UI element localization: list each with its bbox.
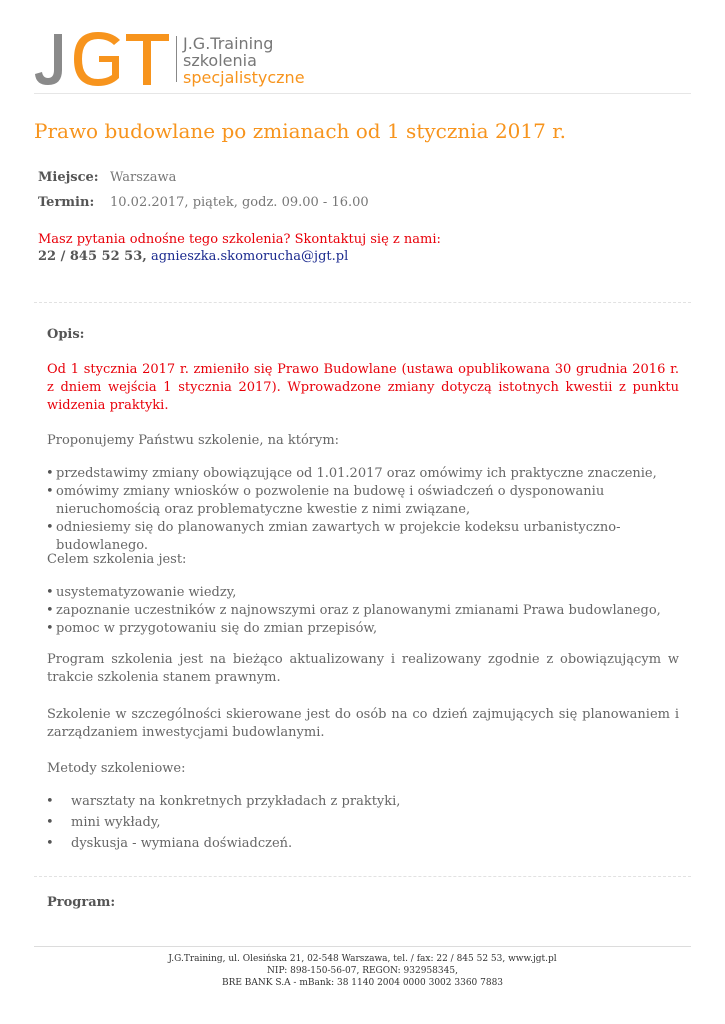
footer-tax-ids: NIP: 898-150-56-07, REGON: 932958345, bbox=[267, 966, 458, 976]
list-item: • warsztaty na konkretnych przykładach z praktyki, bbox=[47, 791, 679, 812]
logo-divider bbox=[176, 36, 177, 82]
list-item: • pomoc w przygotowaniu się do zmian przepisów, bbox=[47, 620, 679, 638]
jgt-logo-mark bbox=[34, 30, 169, 88]
methods-text: Metody szkoleniowe: bbox=[47, 761, 186, 776]
audience-text: Szkolenie w szczególności skierowane jest do osób na co dzień zajmujących się planowaniem i zarządzaniem inwestycjami budowlanymi. bbox=[47, 707, 679, 740]
contact-phone: 22 / 845 52 53, bbox=[38, 249, 147, 264]
page-title: Prawo budowlane po zmianach od 1 stycznia 2017 r. bbox=[34, 119, 566, 143]
logo-tagline-1: szkolenia bbox=[183, 51, 257, 70]
propose-text: Proponujemy Państwu szkolenie, na którym: bbox=[47, 433, 340, 448]
contact-line bbox=[38, 249, 348, 264]
logo-company-name: J.G.Training bbox=[183, 34, 274, 53]
list-item: • mini wykłady, bbox=[47, 812, 679, 833]
company-logo bbox=[34, 30, 305, 88]
footer bbox=[0, 953, 725, 989]
list-item: • dyskusja - wymiana doświadczeń. bbox=[47, 833, 679, 854]
contact-question: Masz pytania odnośne tego szkolenia? Skontaktuj się z nami: bbox=[38, 232, 441, 247]
program-heading: Program: bbox=[47, 895, 116, 910]
goal-text: Celem szkolenia jest: bbox=[47, 552, 187, 567]
term-label: Termin: bbox=[38, 195, 95, 210]
list-item: • odniesiemy się do planowanych zmian zawartych w projekcie kodeksu urbanistyczno-budowlanego. bbox=[47, 519, 679, 555]
section-divider bbox=[34, 876, 691, 877]
list-item: • zapoznanie uczestników z najnowszymi oraz z planowanymi zmianami Prawa budowlanego, bbox=[47, 602, 679, 620]
program-note: Program szkolenia jest na bieżąco aktualizowany i realizowany zgodnie z obowiązującym w trakcie szkolenia stanem prawnym. bbox=[47, 652, 679, 685]
place-row bbox=[38, 170, 176, 185]
list-item: • usystematyzowanie wiedzy, bbox=[47, 584, 679, 602]
term-value: 10.02.2017, piątek, godz. 09.00 - 16.00 bbox=[110, 195, 369, 210]
place-label: Miejsce: bbox=[38, 170, 99, 185]
footer-divider bbox=[34, 946, 691, 947]
list-item: • przedstawimy zmiany obowiązujące od 1.01.2017 oraz omówimy ich praktyczne znaczenie, bbox=[47, 465, 679, 483]
place-value: Warszawa bbox=[110, 170, 177, 185]
footer-bank: BRE BANK S.A - mBank: 38 1140 2004 0000 3002 3360 7883 bbox=[221, 978, 504, 988]
section-divider bbox=[34, 302, 691, 303]
opis-heading: Opis: bbox=[47, 327, 85, 342]
header-divider bbox=[34, 93, 691, 94]
term-row bbox=[38, 195, 369, 210]
footer-address: J.G.Training, ul. Olesińska 21, 02-548 Warszawa, tel. / fax: 22 / 845 52 53, www.jgt.pl bbox=[168, 954, 557, 964]
methods-list bbox=[47, 791, 679, 854]
opis-intro: Od 1 stycznia 2017 r. zmieniło się Prawo Budowlane (ustawa opublikowana 30 grudnia 2016 r. z dniem wejścia 1 stycznia 2017). Wprowadzone zmiany dotyczą istotnych kwestii z punktu widzenia praktyki. bbox=[47, 362, 679, 413]
logo-tagline-2: specjalistyczne bbox=[183, 68, 305, 87]
list-item: • omówimy zmiany wniosków o pozwolenie na budowę i oświadczeń o dysponowaniu nieruchomością oraz problematyczne kwestie z nimi związane, bbox=[47, 483, 679, 519]
contact-email-link[interactable]: agnieszka.skomorucha@jgt.pl bbox=[150, 249, 349, 264]
propose-list bbox=[47, 465, 679, 555]
goal-list bbox=[47, 584, 679, 638]
